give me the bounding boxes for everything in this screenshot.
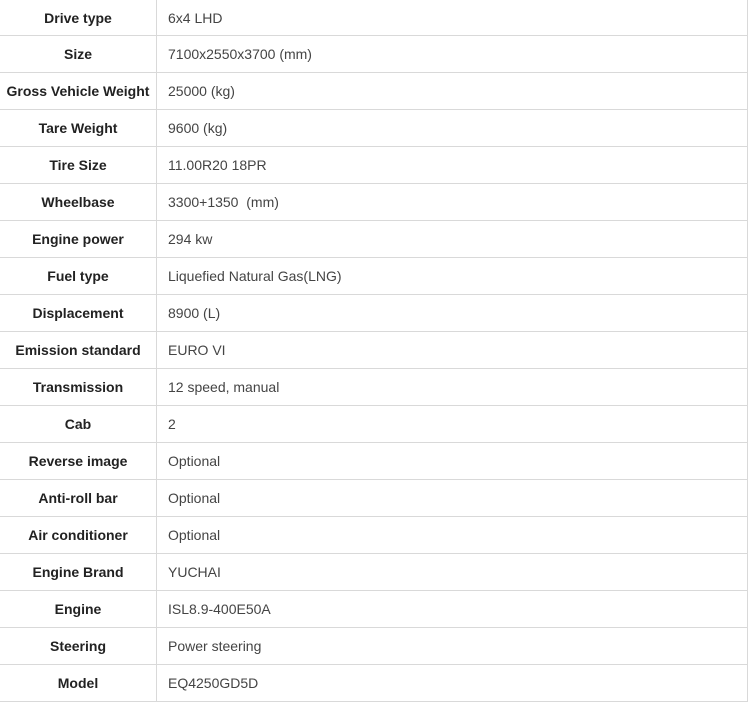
spec-label: Cab [0,406,157,443]
spec-value: 9600 (kg) [157,110,748,147]
table-row [0,628,748,665]
table-row [0,406,748,443]
table-row [0,480,748,517]
spec-label: Engine [0,591,157,628]
spec-label: Transmission [0,369,157,406]
table-row [0,554,748,591]
spec-value: 8900 (L) [157,295,748,332]
table-row [0,110,748,147]
spec-label: Anti-roll bar [0,480,157,517]
spec-label: Reverse image [0,443,157,480]
spec-label: Gross Vehicle Weight [0,73,157,110]
spec-label: Wheelbase [0,184,157,221]
table-row [0,332,748,369]
table-row [0,221,748,258]
table-row [0,147,748,184]
table-row [0,295,748,332]
spec-value: 3300+1350 (mm) [157,184,748,221]
spec-label: Engine power [0,221,157,258]
spec-label: Size [0,36,157,73]
table-row [0,36,748,73]
table-row [0,0,748,36]
spec-value: 7100x2550x3700 (mm) [157,36,748,73]
spec-label: Fuel type [0,258,157,295]
spec-value: Optional [157,443,748,480]
spec-value: Power steering [157,628,748,665]
spec-value: 12 speed, manual [157,369,748,406]
spec-value: Optional [157,480,748,517]
table-row [0,258,748,295]
spec-label: Drive type [0,0,157,36]
spec-label: Air conditioner [0,517,157,554]
table-row [0,443,748,480]
table-row [0,184,748,221]
table-row [0,517,748,554]
spec-value: EURO VI [157,332,748,369]
spec-value: 6x4 LHD [157,0,748,36]
spec-value: Optional [157,517,748,554]
spec-label: Tire Size [0,147,157,184]
table-row [0,665,748,702]
table-row [0,591,748,628]
spec-value: 25000 (kg) [157,73,748,110]
spec-value: 294 kw [157,221,748,258]
spec-label: Emission standard [0,332,157,369]
spec-value: 11.00R20 18PR [157,147,748,184]
spec-value: YUCHAI [157,554,748,591]
table-row [0,369,748,406]
spec-label: Tare Weight [0,110,157,147]
spec-value: EQ4250GD5D [157,665,748,702]
table-row [0,73,748,110]
spec-label: Steering [0,628,157,665]
spec-label: Displacement [0,295,157,332]
spec-value: 2 [157,406,748,443]
spec-value: Liquefied Natural Gas(LNG) [157,258,748,295]
spec-value: ISL8.9-400E50A [157,591,748,628]
spec-label: Engine Brand [0,554,157,591]
spec-label: Model [0,665,157,702]
